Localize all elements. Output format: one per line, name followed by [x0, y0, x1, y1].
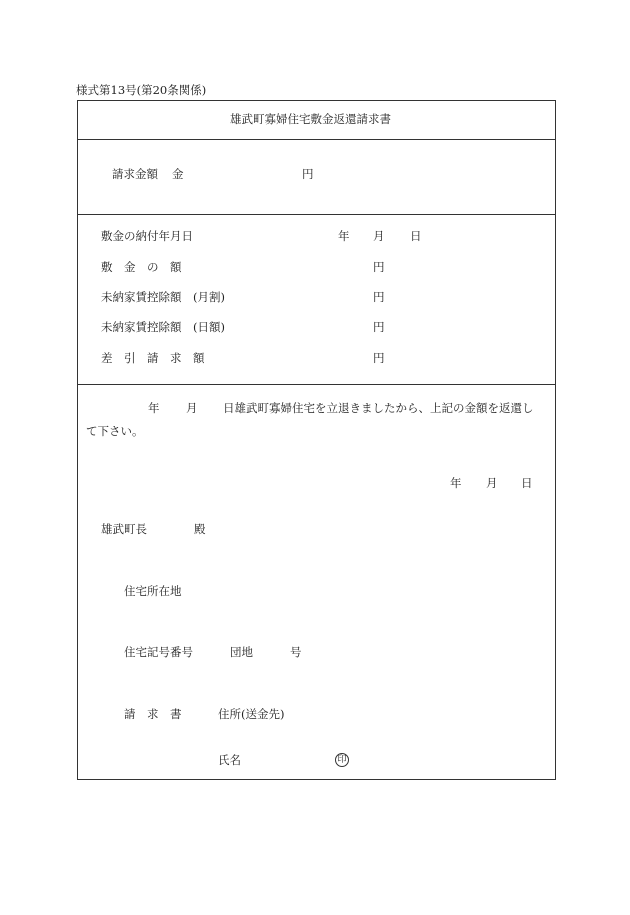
housing-location-label: 住宅所在地	[124, 584, 182, 598]
net-claim-unit: 円	[373, 351, 385, 365]
claimant-address-label: 住所(送金先)	[218, 707, 285, 721]
claimant-label: 請 求 書	[124, 707, 182, 721]
divider	[78, 384, 555, 385]
addressee-name: 雄武町長	[101, 522, 147, 536]
deposit-amount-label: 敷 金 の 額	[101, 260, 182, 274]
statement-month: 月	[186, 401, 198, 415]
housing-number-label: 住宅記号番号	[124, 645, 193, 659]
refund-request-form	[77, 100, 556, 780]
claim-amount-label: 請求金額	[112, 167, 158, 181]
statement-line1: 日雄武町寡婦住宅を立退きましたから、上記の金額を返還し	[223, 401, 534, 415]
divider	[78, 214, 555, 215]
housing-number-suffix: 号	[290, 645, 302, 659]
unpaid-rent-daily-unit: 円	[373, 320, 385, 334]
unpaid-rent-monthly-unit: 円	[373, 290, 385, 304]
claim-amount-prefix: 金	[172, 167, 184, 181]
deposit-date-label: 敷金の納付年月日	[101, 229, 193, 243]
unpaid-rent-monthly-label: 未納家賃控除額 (月割)	[101, 290, 225, 304]
divider	[78, 139, 555, 140]
form-title: 雄武町寡婦住宅敷金返還請求書	[230, 112, 391, 126]
statement-line2: て下さい。	[86, 424, 144, 438]
form-number: 様式第13号(第20条関係)	[76, 83, 207, 97]
deposit-date-month: 月	[373, 229, 385, 243]
date-day: 日	[521, 476, 533, 490]
unpaid-rent-daily-label: 未納家賃控除額 (日額)	[101, 320, 225, 334]
claim-amount-unit: 円	[302, 167, 314, 181]
claimant-name-label: 氏名	[218, 753, 241, 767]
addressee-honorific: 殿	[194, 522, 206, 536]
housing-estate: 団地	[230, 645, 253, 659]
date-month: 月	[486, 476, 498, 490]
statement-year: 年	[148, 401, 160, 415]
seal-icon: 印	[335, 753, 349, 767]
net-claim-label: 差 引 請 求 額	[101, 351, 205, 365]
deposit-date-year: 年	[338, 229, 350, 243]
date-year: 年	[450, 476, 462, 490]
deposit-date-day: 日	[410, 229, 422, 243]
deposit-amount-unit: 円	[373, 260, 385, 274]
